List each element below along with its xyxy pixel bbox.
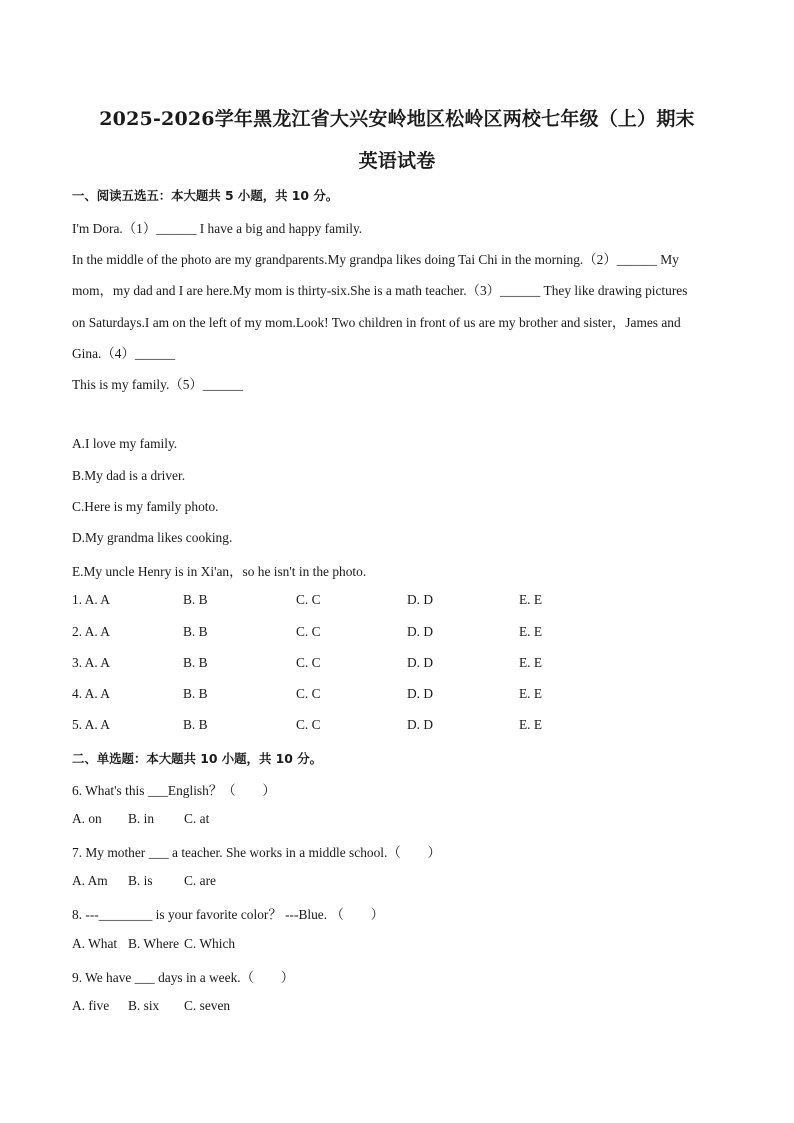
answer-option[interactable]: E. E (519, 686, 543, 701)
answer-option[interactable]: B. B (183, 686, 208, 701)
option[interactable]: A. five (72, 998, 110, 1013)
exam-title-line-1: 2025-2026学年黑龙江省大兴安岭地区松岭区两校七年级（上）期末 (99, 108, 695, 130)
choice-item: A.I love my family. (72, 436, 178, 451)
answer-option[interactable]: C. C (296, 717, 321, 732)
answer-option[interactable]: E. E (519, 717, 543, 732)
option[interactable]: C. at (184, 811, 210, 826)
answer-option[interactable]: 1. A. A (72, 592, 110, 607)
answer-option[interactable]: D. D (407, 717, 434, 732)
answer-option[interactable]: D. D (407, 655, 434, 670)
question-stem: 8. ---________ is your favorite color？ ---Blue. （ ） (72, 907, 385, 922)
answer-option[interactable]: B. B (183, 592, 208, 607)
passage-line: Gina.（4）______ (72, 346, 176, 361)
answer-option[interactable]: E. E (519, 592, 543, 607)
choice-item: E.My uncle Henry is in Xi'an，so he isn't in the photo. (72, 564, 367, 579)
option[interactable]: B. Where (128, 936, 180, 951)
choice-item: B.My dad is a driver. (72, 468, 186, 483)
passage-line: mom，my dad and I are here.My mom is thirty-six.She is a math teacher.（3）______ They like drawing pictures (72, 283, 688, 298)
answer-option[interactable]: D. D (407, 592, 434, 607)
question-options (72, 998, 230, 1014)
question-options (72, 873, 216, 889)
answer-option[interactable]: D. D (407, 686, 434, 701)
section-2-heading: 二、单选题：本大题共 10 小题，共 10 分。 (72, 751, 322, 766)
option[interactable]: A. Am (72, 873, 108, 888)
answer-option[interactable]: 2. A. A (72, 624, 110, 639)
option[interactable]: B. is (128, 873, 153, 888)
answer-option[interactable]: B. B (183, 624, 208, 639)
question-options (72, 936, 235, 952)
answer-option[interactable]: E. E (519, 624, 543, 639)
answer-option[interactable]: C. C (296, 592, 321, 607)
answer-option[interactable]: 3. A. A (72, 655, 110, 670)
passage-line: In the middle of the photo are my grandparents.My grandpa likes doing Tai Chi in the morning.（2）______ My (72, 252, 679, 267)
option[interactable]: B. six (128, 998, 160, 1013)
option[interactable]: A. What (72, 936, 118, 951)
passage-line: I'm Dora.（1）______ I have a big and happy family. (72, 221, 363, 236)
option[interactable]: C. are (184, 873, 216, 888)
question-options (72, 811, 209, 827)
answer-option[interactable]: C. C (296, 624, 321, 639)
answer-option[interactable]: E. E (519, 655, 543, 670)
question-stem: 7. My mother ___ a teacher. She works in a middle school.（ ） (72, 845, 441, 860)
answer-option[interactable]: C. C (296, 686, 321, 701)
question-stem: 6. What's this ___English？（ ） (72, 783, 276, 798)
passage-line: This is my family.（5）______ (72, 377, 243, 392)
option[interactable]: C. Which (184, 936, 236, 951)
answer-option[interactable]: 4. A. A (72, 686, 110, 701)
section-1-heading: 一、阅读五选五：本大题共 5 小题，共 10 分。 (72, 188, 339, 203)
passage-line: on Saturdays.I am on the left of my mom.Look! Two children in front of us are my brother and sister，James and (72, 315, 681, 330)
choice-item: D.My grandma likes cooking. (72, 530, 233, 545)
question-stem: 9. We have ___ days in a week.（ ） (72, 970, 295, 985)
option[interactable]: A. on (72, 811, 102, 826)
option[interactable]: C. seven (184, 998, 231, 1013)
answer-option[interactable]: 5. A. A (72, 717, 110, 732)
answer-option[interactable]: B. B (183, 655, 208, 670)
answer-option[interactable]: D. D (407, 624, 434, 639)
answer-option[interactable]: C. C (296, 655, 321, 670)
exam-title-line-2: 英语试卷 (358, 150, 436, 172)
choice-item: C.Here is my family photo. (72, 499, 219, 514)
option[interactable]: B. in (128, 811, 155, 826)
answer-option[interactable]: B. B (183, 717, 208, 732)
